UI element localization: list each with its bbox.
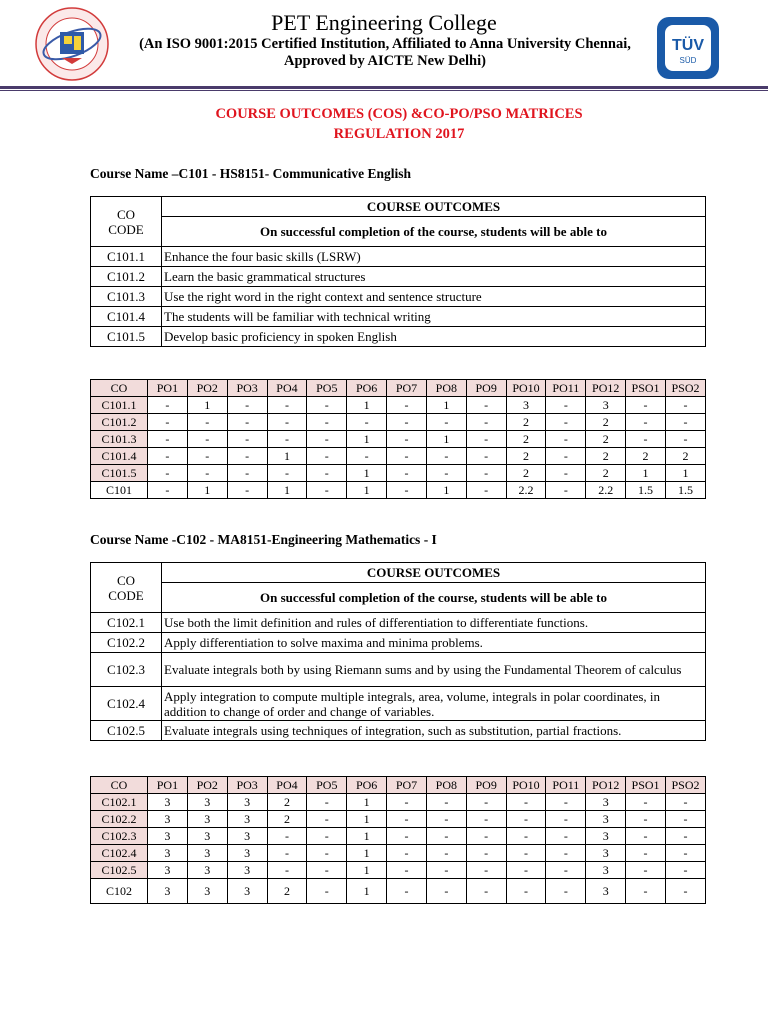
matrix-cell: - [387, 397, 427, 414]
college-accreditation [120, 36, 650, 70]
matrix-column-header: PO3 [227, 777, 267, 794]
matrix-cell: - [546, 397, 586, 414]
matrix-cell: - [466, 794, 506, 811]
matrix-row-label: C102.3 [91, 828, 148, 845]
matrix-cell: 3 [148, 845, 188, 862]
matrix-cell: - [187, 465, 227, 482]
matrix-cell: - [148, 482, 188, 499]
matrix-cell: 1 [347, 828, 387, 845]
college-accreditation-line1: (An ISO 9001:2015 Certified Institution, Affiliated to Anna University Chennai, [139, 36, 631, 52]
header-divider [0, 86, 768, 89]
matrix-cell: - [307, 811, 347, 828]
outcome-row: C101.2 Learn the basic grammatical structures [91, 267, 706, 287]
matrix-column-header: CO [91, 380, 148, 397]
matrix-cell: 3 [187, 862, 227, 879]
matrix-cell: 1 [347, 397, 387, 414]
matrix-cell: 1 [626, 465, 666, 482]
matrix-column-header: PO9 [466, 380, 506, 397]
matrix-cell: 2 [267, 811, 307, 828]
matrix-cell: 3 [227, 794, 267, 811]
matrix-cell: - [466, 845, 506, 862]
matrix-column-header: PSO2 [665, 380, 705, 397]
matrix-cell: - [347, 414, 387, 431]
matrix-cell: 1.5 [626, 482, 666, 499]
co-po-matrix-c102 [90, 776, 706, 904]
matrix-cell: - [546, 879, 586, 904]
matrix-row-label: C101.4 [91, 448, 148, 465]
matrix-cell: 3 [187, 794, 227, 811]
matrix-cell: 1 [267, 448, 307, 465]
matrix-cell: 2 [506, 431, 546, 448]
matrix-column-header: PO6 [347, 777, 387, 794]
matrix-cell: - [466, 862, 506, 879]
course-outcomes-table-c101 [90, 196, 706, 347]
matrix-cell: 2 [626, 448, 666, 465]
course-name-c102: Course Name -C102 - MA8151-Engineering Mathematics - I [90, 532, 437, 547]
matrix-cell: 3 [586, 811, 626, 828]
matrix-cell: 3 [187, 879, 227, 904]
outcome-row: C102.4 Apply integration to compute multiple integrals, area, volume, integrals in polar coordinates, in addition to change of order and change of variables. [91, 687, 706, 721]
matrix-cell: - [148, 397, 188, 414]
matrix-cell: 3 [187, 828, 227, 845]
matrix-cell: - [466, 448, 506, 465]
matrix-cell: - [267, 862, 307, 879]
matrix-cell: - [426, 811, 466, 828]
matrix-cell: 1 [665, 465, 705, 482]
matrix-cell: - [148, 414, 188, 431]
matrix-cell: - [546, 465, 586, 482]
matrix-cell: - [426, 794, 466, 811]
matrix-row-label: C102.5 [91, 862, 148, 879]
matrix-cell: 3 [586, 879, 626, 904]
matrix-row [91, 811, 706, 828]
matrix-cell: 1 [347, 465, 387, 482]
matrix-row [91, 431, 706, 448]
matrix-cell: 3 [586, 845, 626, 862]
matrix-cell: - [546, 862, 586, 879]
matrix-cell: 3 [586, 828, 626, 845]
matrix-row [91, 448, 706, 465]
matrix-row [91, 794, 706, 811]
matrix-cell: 2.2 [506, 482, 546, 499]
matrix-cell: - [387, 828, 427, 845]
matrix-column-header: PO1 [148, 777, 188, 794]
matrix-cell: 1 [267, 482, 307, 499]
matrix-cell: - [546, 845, 586, 862]
matrix-cell: - [506, 794, 546, 811]
matrix-cell: 2 [506, 465, 546, 482]
matrix-row [91, 828, 706, 845]
matrix-column-header: PO10 [506, 777, 546, 794]
matrix-cell: - [466, 431, 506, 448]
matrix-row-label: C101 [91, 482, 148, 499]
matrix-cell: - [387, 862, 427, 879]
matrix-cell: - [307, 482, 347, 499]
course-name-c101: Course Name –C101 - HS8151- Communicative English [90, 166, 411, 181]
header-divider-thin [0, 90, 768, 91]
matrix-cell: 3 [227, 879, 267, 904]
matrix-column-header: PO12 [586, 777, 626, 794]
matrix-column-header: PO1 [148, 380, 188, 397]
matrix-cell: - [466, 397, 506, 414]
matrix-row [91, 465, 706, 482]
matrix-row-label: C102 [91, 879, 148, 904]
matrix-row-label: C102.1 [91, 794, 148, 811]
matrix-row-label: C101.1 [91, 397, 148, 414]
matrix-cell: 3 [506, 397, 546, 414]
matrix-cell: - [626, 431, 666, 448]
matrix-cell: 2 [586, 448, 626, 465]
matrix-cell: 2 [267, 794, 307, 811]
outcome-row: C102.5 Evaluate integrals using techniques of integration, such as substitution, partial fractions. [91, 721, 706, 741]
matrix-cell: - [187, 448, 227, 465]
matrix-column-header: PO12 [586, 380, 626, 397]
matrix-cell: - [227, 397, 267, 414]
matrix-cell: - [307, 794, 347, 811]
matrix-cell: - [426, 828, 466, 845]
matrix-cell: - [466, 482, 506, 499]
document-title-line1: COURSE OUTCOMES (COS) &CO-PO/PSO MATRICES [215, 106, 583, 122]
matrix-column-header: PO9 [466, 777, 506, 794]
matrix-column-header: PO7 [387, 380, 427, 397]
matrix-cell: - [227, 465, 267, 482]
matrix-cell: 1 [347, 811, 387, 828]
matrix-column-header: PSO1 [626, 380, 666, 397]
matrix-cell: - [227, 414, 267, 431]
matrix-cell: - [347, 448, 387, 465]
matrix-cell: - [546, 431, 586, 448]
matrix-cell: - [546, 828, 586, 845]
course-outcomes-subheader: On successful completion of the course, students will be able to [162, 217, 706, 247]
matrix-cell: - [626, 879, 666, 904]
matrix-cell: 3 [148, 862, 188, 879]
matrix-cell: - [307, 828, 347, 845]
matrix-cell: - [227, 482, 267, 499]
matrix-cell: 1 [426, 482, 466, 499]
co-code-header: CO CODE [91, 197, 162, 247]
matrix-cell: - [506, 811, 546, 828]
matrix-cell: - [665, 414, 705, 431]
matrix-cell: 3 [227, 828, 267, 845]
outcome-row: C102.3 Evaluate integrals both by using Riemann sums and by using the Fundamental Theorem of calculus [91, 653, 706, 687]
matrix-row [91, 414, 706, 431]
matrix-cell: 1 [347, 794, 387, 811]
matrix-cell: 3 [148, 794, 188, 811]
document-title [0, 104, 768, 144]
matrix-cell: - [187, 414, 227, 431]
matrix-cell: - [466, 811, 506, 828]
matrix-cell: 3 [148, 879, 188, 904]
matrix-header-row [91, 777, 706, 794]
matrix-cell: - [546, 794, 586, 811]
svg-text:TÜV: TÜV [672, 37, 704, 54]
letterhead [0, 0, 768, 92]
matrix-cell: 1 [347, 431, 387, 448]
course-outcomes-subheader: On successful completion of the course, students will be able to [162, 583, 706, 613]
outcome-row: C101.4 The students will be familiar with technical writing [91, 307, 706, 327]
matrix-cell: - [626, 828, 666, 845]
matrix-cell: - [506, 845, 546, 862]
matrix-column-header: PO5 [307, 777, 347, 794]
matrix-cell: - [665, 862, 705, 879]
matrix-column-header: CO [91, 777, 148, 794]
matrix-cell: - [466, 879, 506, 904]
co-po-matrix-c101 [90, 379, 706, 499]
matrix-cell: 2 [506, 448, 546, 465]
course-outcomes-table-c102 [90, 562, 706, 741]
matrix-row [91, 862, 706, 879]
matrix-cell: - [307, 414, 347, 431]
matrix-column-header: PO10 [506, 380, 546, 397]
co-code-header: CO CODE [91, 563, 162, 613]
matrix-cell: - [307, 845, 347, 862]
matrix-cell: - [546, 482, 586, 499]
matrix-cell: - [267, 845, 307, 862]
matrix-cell: - [626, 414, 666, 431]
matrix-column-header: PO7 [387, 777, 427, 794]
matrix-cell: - [387, 879, 427, 904]
matrix-cell: - [387, 414, 427, 431]
svg-text:SÜD: SÜD [679, 56, 697, 65]
matrix-cell: - [546, 414, 586, 431]
matrix-cell: 1 [347, 879, 387, 904]
matrix-row [91, 482, 706, 499]
matrix-column-header: PO11 [546, 380, 586, 397]
matrix-cell: 3 [586, 794, 626, 811]
matrix-row-label: C101.3 [91, 431, 148, 448]
matrix-cell: 2 [586, 414, 626, 431]
matrix-cell: - [506, 828, 546, 845]
matrix-cell: 3 [187, 811, 227, 828]
matrix-cell: - [267, 828, 307, 845]
matrix-column-header: PSO2 [665, 777, 705, 794]
matrix-cell: - [506, 879, 546, 904]
matrix-cell: - [665, 845, 705, 862]
matrix-cell: - [426, 845, 466, 862]
matrix-cell: - [227, 431, 267, 448]
matrix-row [91, 845, 706, 862]
matrix-column-header: PO8 [426, 777, 466, 794]
matrix-cell: - [426, 862, 466, 879]
matrix-column-header: PO4 [267, 380, 307, 397]
matrix-cell: 1 [347, 482, 387, 499]
matrix-cell: - [387, 448, 427, 465]
matrix-cell: - [665, 811, 705, 828]
college-accreditation-line2: Approved by AICTE New Delhi) [284, 53, 486, 69]
matrix-cell: - [426, 414, 466, 431]
matrix-cell: - [665, 397, 705, 414]
matrix-cell: - [426, 448, 466, 465]
matrix-cell: 2 [586, 465, 626, 482]
matrix-cell: 1 [347, 862, 387, 879]
matrix-cell: - [665, 879, 705, 904]
matrix-cell: - [307, 431, 347, 448]
matrix-cell: - [307, 448, 347, 465]
outcome-row: C102.1 Use both the limit definition and rules of differentiation to differentiate functions. [91, 613, 706, 633]
matrix-cell: - [187, 431, 227, 448]
matrix-cell: 1 [347, 845, 387, 862]
matrix-cell: - [307, 397, 347, 414]
matrix-cell: - [387, 811, 427, 828]
matrix-row-label: C102.4 [91, 845, 148, 862]
matrix-cell: - [506, 862, 546, 879]
matrix-cell: 3 [227, 862, 267, 879]
document-title-line2: REGULATION 2017 [333, 126, 465, 142]
matrix-cell: - [267, 431, 307, 448]
tuv-sud-certification-logo [656, 16, 720, 80]
matrix-cell: - [665, 828, 705, 845]
matrix-cell: 2 [267, 879, 307, 904]
matrix-cell: - [307, 862, 347, 879]
matrix-column-header: PO3 [227, 380, 267, 397]
matrix-cell: - [387, 482, 427, 499]
matrix-cell: - [387, 845, 427, 862]
matrix-cell: - [426, 879, 466, 904]
matrix-cell: 1 [187, 482, 227, 499]
matrix-cell: 2.2 [586, 482, 626, 499]
matrix-column-header: PO2 [187, 777, 227, 794]
matrix-column-header: PO2 [187, 380, 227, 397]
matrix-cell: - [626, 811, 666, 828]
matrix-cell: 3 [187, 845, 227, 862]
matrix-row-label: C102.2 [91, 811, 148, 828]
matrix-cell: - [267, 465, 307, 482]
outcome-row: C101.1 Enhance the four basic skills (LSRW) [91, 247, 706, 267]
matrix-cell: 2 [665, 448, 705, 465]
matrix-cell: - [466, 414, 506, 431]
outcome-row: C101.5 Develop basic proficiency in spoken English [91, 327, 706, 347]
course-outcomes-header: COURSE OUTCOMES [162, 197, 706, 217]
matrix-cell: 3 [148, 828, 188, 845]
matrix-cell: - [426, 465, 466, 482]
outcome-row: C102.2 Apply differentiation to solve maxima and minima problems. [91, 633, 706, 653]
matrix-cell: - [626, 845, 666, 862]
matrix-cell: 1 [187, 397, 227, 414]
matrix-cell: 2 [506, 414, 546, 431]
matrix-cell: - [148, 448, 188, 465]
matrix-row-label: C101.5 [91, 465, 148, 482]
course-outcomes-header: COURSE OUTCOMES [162, 563, 706, 583]
matrix-cell: 1 [426, 431, 466, 448]
matrix-cell: - [307, 879, 347, 904]
matrix-cell: - [626, 794, 666, 811]
matrix-column-header: PO5 [307, 380, 347, 397]
matrix-cell: - [267, 397, 307, 414]
matrix-cell: - [148, 465, 188, 482]
college-name: PET Engineering College [271, 10, 497, 35]
matrix-row [91, 397, 706, 414]
matrix-cell: - [466, 828, 506, 845]
matrix-cell: - [387, 431, 427, 448]
matrix-cell: 3 [586, 862, 626, 879]
matrix-cell: - [227, 448, 267, 465]
matrix-cell: - [546, 811, 586, 828]
matrix-cell: 1 [426, 397, 466, 414]
matrix-cell: 1.5 [665, 482, 705, 499]
matrix-cell: - [466, 465, 506, 482]
matrix-cell: 2 [586, 431, 626, 448]
matrix-cell: - [546, 448, 586, 465]
matrix-cell: - [148, 431, 188, 448]
matrix-cell: - [387, 794, 427, 811]
matrix-header-row [91, 380, 706, 397]
matrix-column-header: PO4 [267, 777, 307, 794]
matrix-row [91, 879, 706, 904]
matrix-cell: - [626, 397, 666, 414]
matrix-column-header: PO11 [546, 777, 586, 794]
matrix-column-header: PO8 [426, 380, 466, 397]
matrix-cell: 3 [586, 397, 626, 414]
matrix-row-label: C101.2 [91, 414, 148, 431]
matrix-cell: - [387, 465, 427, 482]
matrix-column-header: PO6 [347, 380, 387, 397]
matrix-column-header: PSO1 [626, 777, 666, 794]
matrix-cell: - [267, 414, 307, 431]
matrix-cell: - [665, 794, 705, 811]
matrix-cell: - [307, 465, 347, 482]
matrix-cell: 3 [227, 811, 267, 828]
matrix-cell: - [665, 431, 705, 448]
matrix-cell: - [626, 862, 666, 879]
matrix-cell: 3 [148, 811, 188, 828]
outcome-row: C101.3 Use the right word in the right context and sentence structure [91, 287, 706, 307]
matrix-cell: 3 [227, 845, 267, 862]
